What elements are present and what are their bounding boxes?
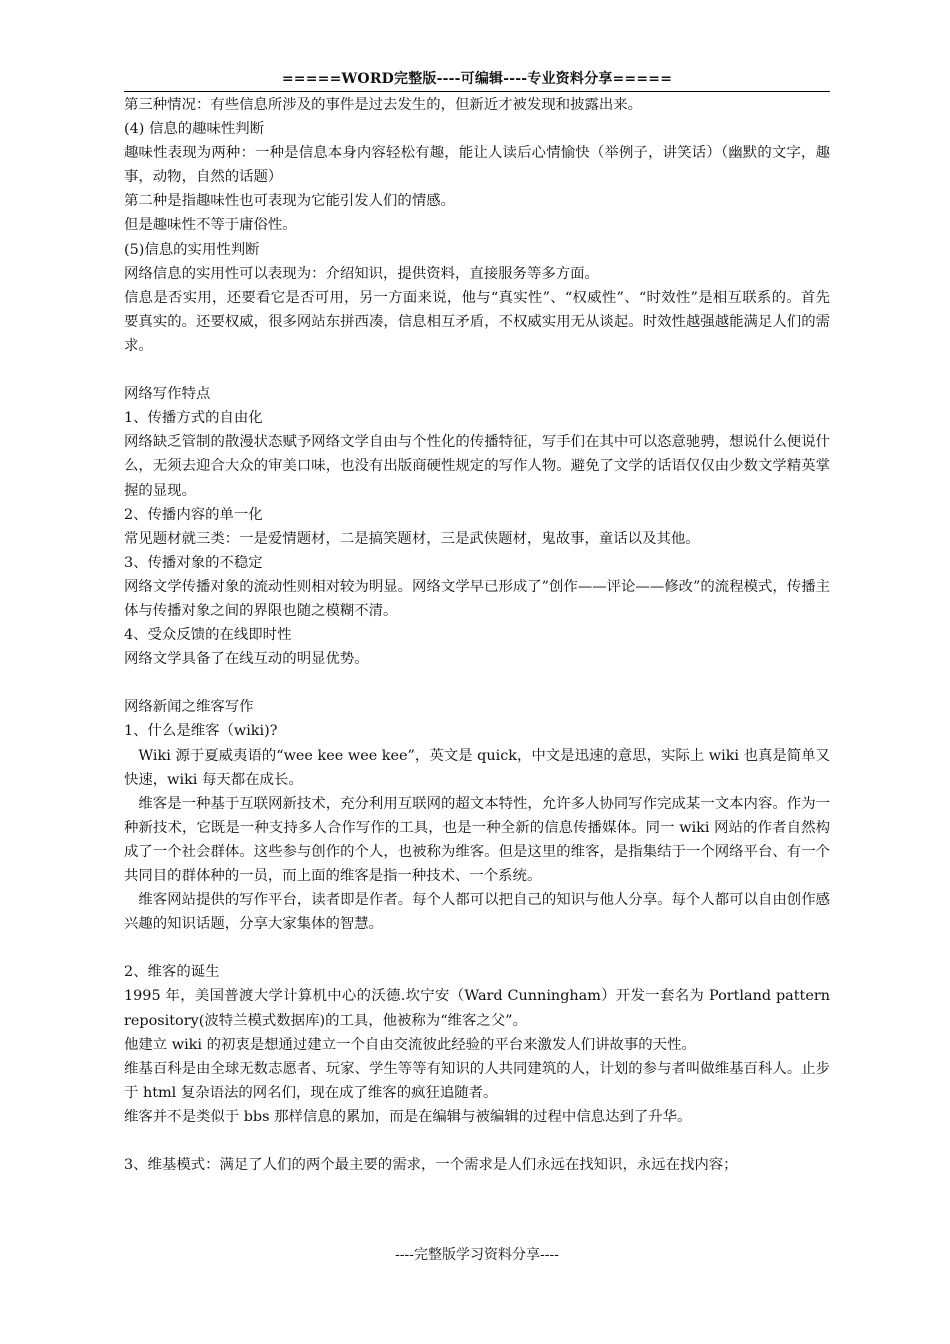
section-heading: (5)信息的实用性判断 <box>124 241 260 258</box>
section-heading: 1、传播方式的自由化 <box>124 410 263 427</box>
paragraph: 维客并不是类似于 bbs 那样信息的累加，而是在编辑与被编辑的过程中信息达到了升华。 <box>124 1108 692 1125</box>
paragraph: 网络文学传播对象的流动性则相对较为明显。网络文学早已形成了”创作——评论——修改”的流程模式，传播主体与传播对象之间的界限也随之模糊不清。 <box>124 578 830 619</box>
section-heading: 4、受众反馈的在线即时性 <box>124 627 292 644</box>
paragraph: 网络文学具备了在线互动的明显优势。 <box>124 651 369 668</box>
blank-line <box>124 936 830 960</box>
blank-line <box>124 1129 830 1153</box>
paragraph: 信息是否实用，还要看它是否可用，另一方面来说，他与“真实性”、“权威性”、“时效性”是相互联系的。首先要真实的。还要权威，很多网站东拼西凑，信息相互矛盾，不权威实用无从谈起。时效性越强越能满足人们的需求。 <box>124 289 830 354</box>
section-title: 网络新闻之维客写作 <box>124 699 254 716</box>
paragraph: 他建立 wiki 的初衷是想通过建立一个自由交流彼此经验的平台来激发人们讲故事的天性。 <box>124 1036 696 1053</box>
section-heading: 3、维基模式：满足了人们的两个最主要的需求，一个需求是人们永远在找知识，永远在找内容； <box>124 1157 738 1174</box>
paragraph: 网络缺乏管制的散漫状态赋予网络文学自由与个性化的传播特征，写手们在其中可以恣意驰骋，想说什么便说什么，无须去迎合大众的审美口味，也没有出版商硬性规定的写作人物。避免了文学的话语仅仅由少数文学精英掌握的显现。 <box>124 434 830 499</box>
section-title: 网络写作特点 <box>124 386 211 403</box>
paragraph: 但是趣味性不等于庸俗性。 <box>124 217 297 234</box>
header-rule <box>124 91 830 92</box>
paragraph: Wiki 源于夏威夷语的“wee kee wee kee”，英文是 quick，中文是迅速的意思，实际上 wiki 也真是简单又快速，wiki 每天都在成长。 <box>124 747 830 788</box>
paragraph: 维客是一种基于互联网新技术，充分利用互联网的超文本特性，允许多人协同写作完成某一文本内容。作为一种新技术，它既是一种支持多人合作写作的工具，也是一种全新的信息传播媒体。同一 wiki 网站的作者自然构成了一个社会群体。这些参与创作的个人，也被称为维客。但是这里的维客，是指集结于一个网络平台、有一个共同目的群体种的一员，而上面的维客是指一种技术、一个系统。 <box>124 795 830 884</box>
document-body <box>124 93 830 1177</box>
paragraph: 网络信息的实用性可以表现为：介绍知识，提供资料，直接服务等多方面。 <box>124 265 599 282</box>
blank-line <box>124 671 830 695</box>
section-heading: (4) 信息的趣味性判断 <box>124 121 265 138</box>
page-header: =====WORD完整版----可编辑----专业资料分享===== <box>281 71 673 87</box>
section-heading: 3、传播对象的不稳定 <box>124 554 263 571</box>
section-heading: 2、传播内容的单一化 <box>124 506 263 523</box>
page-footer: ----完整版学习资料分享---- <box>395 1247 559 1263</box>
section-heading: 1、什么是维客（wiki)? <box>124 723 278 740</box>
paragraph: 第三种情况：有些信息所涉及的事件是过去发生的，但新近才被发现和披露出来。 <box>124 97 643 113</box>
paragraph: 趣味性表现为两种：一种是信息本身内容轻松有趣，能让人读后心情愉快（举例子，讲笑话）（幽默的文字，趣事，动物，自然的话题） <box>124 145 830 186</box>
paragraph: 维客网站提供的写作平台，读者即是作者。每个人都可以把自己的知识与他人分享。每个人都可以自由创作感兴趣的知识话题，分享大家集体的智慧。 <box>124 892 830 933</box>
paragraph: 维基百科是由全球无数志愿者、玩家、学生等等有知识的人共同建筑的人，计划的参与者叫做维基百科人。止步于 html 复杂语法的网名们，现在成了维客的疯狂追随者。 <box>124 1060 830 1101</box>
paragraph: 常见题材就三类：一是爱情题材，二是搞笑题材，三是武侠题材，鬼故事，童话以及其他。 <box>124 530 700 547</box>
paragraph: 第二种是指趣味性也可表现为它能引发人们的情感。 <box>124 193 455 210</box>
blank-line <box>124 358 830 382</box>
section-heading: 2、维客的诞生 <box>124 964 220 981</box>
paragraph: 1995 年，美国普渡大学计算机中心的沃德.坎宁安（Ward Cunningham）开发一套名为 Portland pattern repository(波特兰模式数据库)的工具，他被称为“维客之父”。 <box>124 988 830 1029</box>
